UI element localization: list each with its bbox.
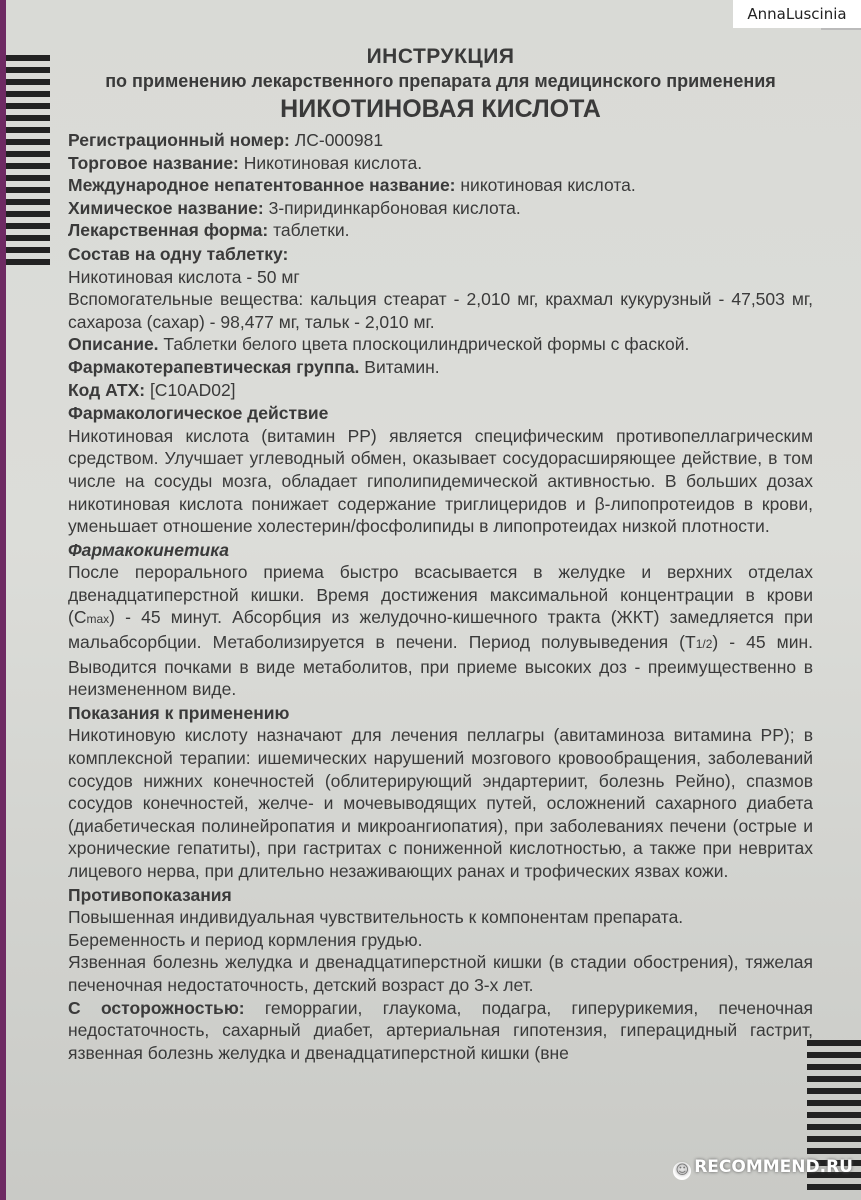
composition-excipients: Вспомогательные вещества: кальция стеарат - 2,010 мг, крахмал кукурузный - 47,503 мг, сахароза (сахар) - 98,477 мг, тальк - 2,010 мг. (68, 289, 813, 332)
page-title: ИНСТРУКЦИЯ (366, 45, 515, 68)
pharmacokinetics-heading: Фармакокинетика (68, 539, 230, 560)
composition-heading: Состав на одну таблетку: (68, 243, 289, 264)
atc-code: Код АТХ: [С10AD02] (68, 379, 236, 400)
indications-heading: Показания к применению (68, 702, 290, 723)
composition-active: Никотиновая кислота - 50 мг (68, 266, 300, 287)
trade-name: Торговое название: Никотиновая кислота. (68, 152, 423, 173)
contraindications-heading: Противопоказания (68, 884, 232, 905)
caution-text: С осторожностью: геморрагии, глаукома, подагра, гиперурикемия, печеночная недостаточность, сахарный диабет, артериальная гипотензия, гиперацидный гастрит, язвенная болезнь желудка и двенадцатиперстной кишки (вне (68, 997, 813, 1063)
chemical-name: Химическое название: 3-пиридинкарбоновая кислота. (68, 197, 521, 218)
drug-name: НИКОТИНОВАЯ КИСЛОТА (280, 95, 601, 123)
inn-name: Международное непатентованное название: никотиновая кислота. (68, 175, 636, 196)
dosage-form: Лекарственная форма: таблетки. (68, 220, 350, 241)
left-barcode-stripes (6, 55, 50, 271)
contraindication-3: Язвенная болезнь желудка и двенадцатиперстной кишки (в стадии обострения), тяжелая печеночная недостаточность, детский возраст до 3-х лет. (68, 952, 813, 995)
author-watermark: AnnaLuscinia (733, 0, 861, 28)
smiley-icon: ☺ (673, 1162, 691, 1180)
contraindication-1: Повышенная индивидуальная чувствительность к компонентам препарата. (68, 907, 684, 928)
pharmacokinetics-text: После перорального приема быстро всасывается в желудке и верхних отделах двенадцатиперстной кишки. Время достижения максимальной концентрации в крови (Cmax) - 45 минут. Абсорбция из желудочно-кишечного тракта (ЖКТ) замедляется при мальабсорбции. Метаболизируется в печени. Период полувыведения (T1/2) - 45 мин. Выводится почками в виде метаболитов, при приеме высоких доз - преимущественно в неизмененном виде. (68, 562, 813, 700)
pharmacodynamics-heading: Фармакологическое действие (68, 403, 329, 424)
instruction-text (68, 44, 813, 1064)
site-watermark: ☺ RECOMMEND.RU (673, 1157, 853, 1180)
pharmacodynamics-text: Никотиновая кислота (витамин PP) является специфическим противопеллагрическим средством. Улучшает углеводный обмен, оказывает сосудорасширяющее действие, в том числе на сосуды мозга, обладает гиполипидемической активностью. В больших дозах никотиновая кислота понижает содержание триглицеридов и β-липопротеидов в крови, уменьшает отношение холестерин/фосфолипиды в липопротеидах низкой плотности. (68, 425, 813, 537)
registration-number: Регистрационный номер: ЛС-000981 (68, 130, 384, 150)
pharmacotherapeutic-group: Фармакотерапевтическая группа. Витамин. (68, 356, 440, 377)
contraindication-2: Беременность и период кормления грудью. (68, 929, 423, 950)
page-subtitle: по применению лекарственного препарата для медицинского применения (105, 71, 776, 91)
indications-text: Никотиновую кислоту назначают для лечения пеллагры (авитаминоза витамина PP); в комплексной терапии: ишемических нарушений мозгового кровообращения, заболеваний сосудов нижних конечностей (облитерирующий эндартериит, болезнь Рейно), спазмов сосудов конечностей, желче- и мочевыводящих путей, осложнений сахарного диабета (диабетическая полинейропатия и микроангиопатия), при заболеваниях печени (острые и хронические гепатиты), при гастритах с пониженной кислотностью, а также при невритах лицевого нерва, при длительно незаживающих ранах и трофических язвах кожи. (68, 725, 813, 881)
description: Описание. Таблетки белого цвета плоскоцилиндрической формы с фаской. (68, 334, 690, 355)
instruction-sheet (6, 0, 861, 1200)
